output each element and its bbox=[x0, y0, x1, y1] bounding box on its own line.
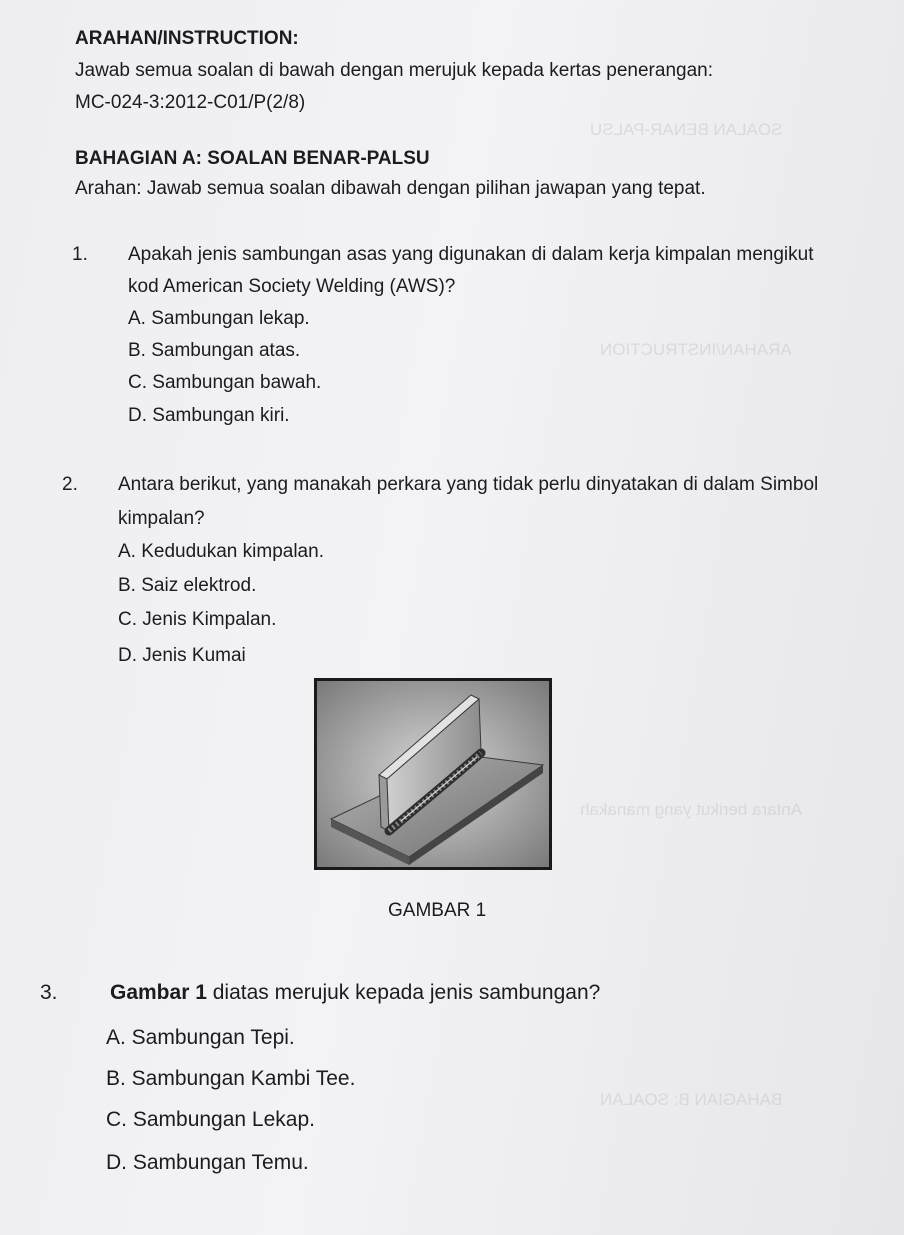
question-text: kod American Society Welding (AWS)? bbox=[128, 276, 456, 297]
instruction-title: ARAHAN/INSTRUCTION: bbox=[75, 28, 299, 49]
show-through-text: ARAHAN/INSTRUCTION bbox=[600, 340, 792, 359]
question-text bbox=[110, 980, 600, 1005]
section-instruction: Arahan: Jawab semua soalan dibawah dengan pilihan jawapan yang tepat. bbox=[75, 178, 706, 199]
question-number: 2. bbox=[62, 474, 78, 495]
question-number: 1. bbox=[72, 244, 88, 265]
figure-caption: GAMBAR 1 bbox=[388, 900, 487, 921]
question-text: Apakah jenis sambungan asas yang digunakan di dalam kerja kimpalan mengikut bbox=[128, 244, 814, 265]
option-c: C. Jenis Kimpalan. bbox=[118, 609, 277, 630]
option-d: D. Sambungan Temu. bbox=[106, 1151, 309, 1174]
option-a: A. Sambungan lekap. bbox=[128, 308, 310, 329]
option-b: B. Sambungan Kambi Tee. bbox=[106, 1067, 356, 1090]
show-through-text: Antara berikut yang manakah bbox=[580, 800, 803, 819]
option-d: D. Jenis Kumai bbox=[118, 645, 246, 666]
instruction-text: Jawab semua soalan di bawah dengan merujuk kepada kertas penerangan: bbox=[75, 60, 713, 81]
option-c: C. Sambungan Lekap. bbox=[106, 1108, 315, 1131]
option-b: B. Saiz elektrod. bbox=[118, 575, 257, 596]
show-through-text: BAHAGIAN B: SOALAN bbox=[600, 1090, 783, 1109]
option-a: A. Sambungan Tepi. bbox=[106, 1026, 295, 1049]
option-d: D. Sambungan kiri. bbox=[128, 405, 290, 426]
option-b: B. Sambungan atas. bbox=[128, 340, 301, 361]
question-text-emphasis: Gambar 1 bbox=[110, 981, 207, 1004]
question-text: kimpalan? bbox=[118, 508, 205, 529]
tee-joint-image bbox=[314, 678, 552, 870]
option-a: A. Kedudukan kimpalan. bbox=[118, 541, 324, 562]
question-number: 3. bbox=[40, 981, 58, 1004]
option-c: C. Sambungan bawah. bbox=[128, 372, 322, 393]
show-through-text: SOALAN BENAR-PALSU bbox=[590, 120, 783, 139]
question-text-rest: diatas merujuk kepada jenis sambungan? bbox=[206, 981, 601, 1004]
question-text: Antara berikut, yang manakah perkara yang tidak perlu dinyatakan di dalam Simbol bbox=[118, 474, 819, 495]
document-code: MC-024-3:2012-C01/P(2/8) bbox=[75, 92, 306, 113]
section-title: BAHAGIAN A: SOALAN BENAR-PALSU bbox=[75, 148, 430, 169]
